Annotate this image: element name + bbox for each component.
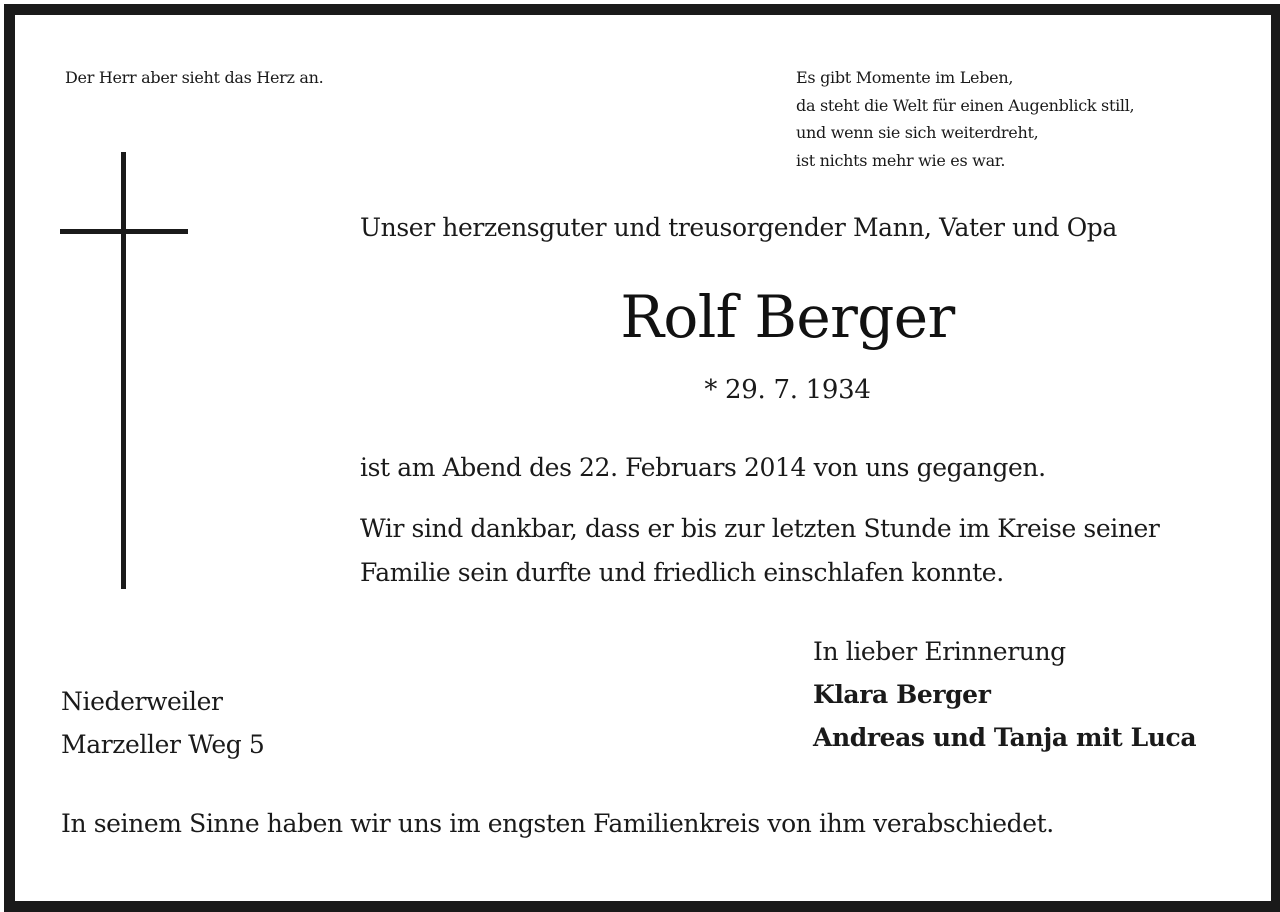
gratitude-text — [360, 507, 1159, 595]
cross-vertical-bar — [121, 152, 126, 589]
memory-heading: In lieber Erinnerung — [813, 637, 1066, 666]
mourner-name: Klara Berger — [813, 680, 991, 709]
poem-quote — [796, 64, 1134, 174]
deceased-name: Rolf Berger — [620, 283, 955, 351]
bible-quote: Der Herr aber sieht das Herz an. — [65, 68, 324, 87]
death-statement: ist am Abend des 22. Februars 2014 von uns gegangen. — [360, 453, 1046, 482]
intro-line: Unser herzensguter und treusorgender Mann, Vater und Opa — [360, 213, 1117, 242]
address-town: Niederweiler — [61, 687, 223, 716]
obituary-notice — [4, 4, 1280, 912]
poem-line: ist nichts mehr wie es war. — [796, 150, 1006, 170]
mourner-name: Andreas und Tanja mit Luca — [813, 723, 1197, 752]
address-street: Marzeller Weg 5 — [61, 730, 265, 759]
cross-horizontal-bar — [60, 229, 188, 234]
poem-line: da steht die Welt für einen Augenblick still, — [796, 95, 1135, 115]
address-block — [61, 680, 264, 766]
poem-line: Es gibt Momente im Leben, — [796, 68, 1014, 87]
birth-date: * 29. 7. 1934 — [704, 375, 871, 405]
poem-line: und wenn sie sich weiterdreht, — [796, 123, 1039, 142]
farewell-note: In seinem Sinne haben wir uns im engsten Familienkreis von ihm verabschiedet. — [61, 809, 1054, 838]
gratitude-line: Familie sein durfte und friedlich einschlafen konnte. — [360, 558, 1004, 587]
gratitude-line: Wir sind dankbar, dass er bis zur letzten Stunde im Kreise seiner — [360, 514, 1160, 543]
